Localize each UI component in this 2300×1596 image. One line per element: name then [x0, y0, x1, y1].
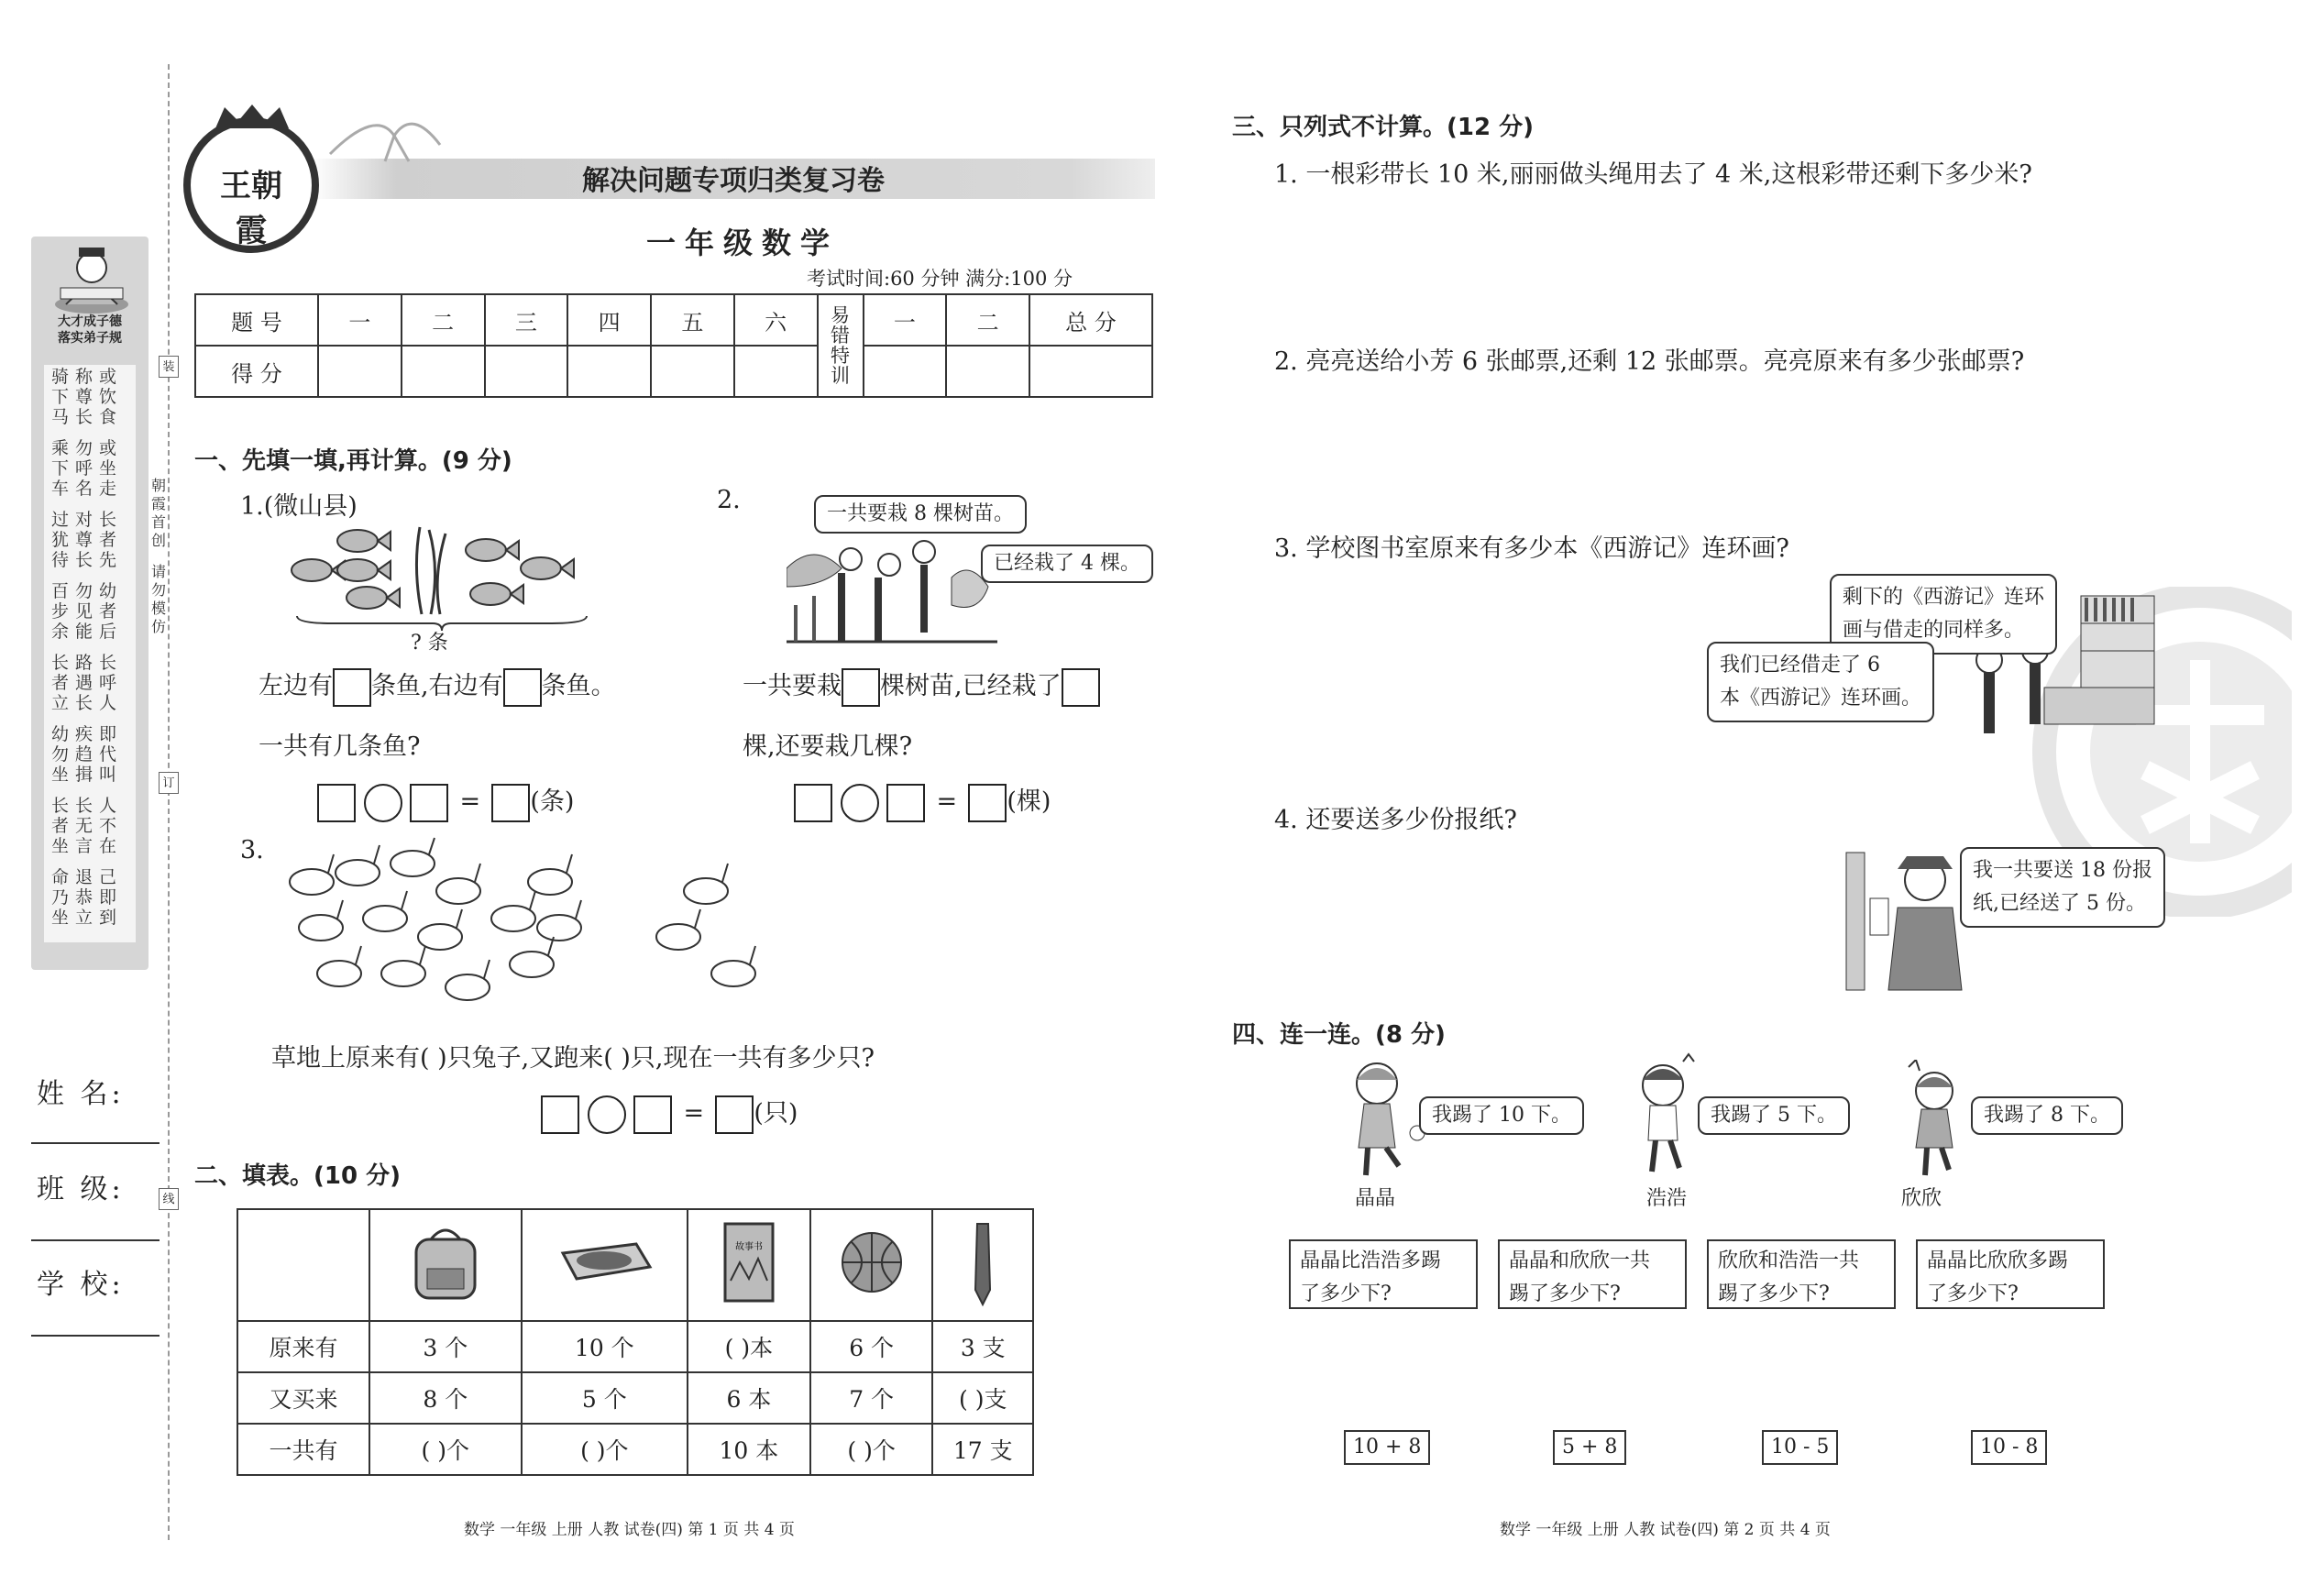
q2-bubble-2: 已经栽了 4 棵。 — [981, 545, 1153, 583]
rule-column: 骑下马 — [51, 367, 70, 427]
answer-box[interactable] — [491, 784, 530, 822]
q3-equation — [541, 1093, 798, 1134]
kid-name-1: 晶晶 — [1355, 1187, 1396, 1210]
score-cell[interactable] — [864, 346, 947, 397]
rule-column: 退恭立 — [75, 867, 94, 928]
q2-line1 — [743, 666, 1100, 707]
match-expression-1[interactable]: 10 + 8 — [1344, 1430, 1430, 1465]
fish-illustration — [284, 523, 596, 623]
table-cell: 10 个 — [522, 1321, 688, 1372]
score-cell[interactable] — [651, 346, 734, 397]
match-q-line: 踢了多少下? — [1718, 1282, 1830, 1305]
total-label: 总 分 — [1029, 294, 1152, 346]
answer-box[interactable] — [317, 784, 356, 822]
motto-line-1: 大才成子德 — [58, 314, 122, 329]
table-cell: 5 个 — [522, 1372, 688, 1424]
bubble-line: 我一共要送 18 份报 — [1973, 859, 2152, 882]
rule-column: 乘下车 — [51, 438, 70, 499]
table-cell: 3 个 — [369, 1321, 522, 1372]
section2-title: 二、填表。(10 分) — [194, 1162, 401, 1190]
q2-number: 2. — [717, 486, 741, 514]
section1-title: 一、先填一填,再计算。(9 分) — [194, 447, 512, 475]
match-q-line: 欣欣和浩浩一共 — [1718, 1249, 1860, 1272]
kid-speech-3: 我踢了 8 下。 — [1971, 1096, 2123, 1135]
tree-planting-illustration — [787, 532, 997, 651]
q3-unit: (只) — [754, 1099, 798, 1128]
equals-sign: = — [936, 787, 958, 816]
page-title: 解决问题专项归类复习卷 — [582, 165, 885, 197]
rule-column: 对尊长 — [75, 510, 94, 570]
rule-column: 称尊长 — [75, 367, 94, 427]
vertical-note-1: 朝霞首创 — [150, 477, 166, 549]
class-label: 班 级: — [37, 1173, 125, 1205]
score-cell[interactable] — [734, 346, 818, 397]
special-col-1: 一 — [864, 294, 947, 346]
ribbon-bow-icon — [321, 108, 449, 163]
kid-jingjing-illustration — [1344, 1056, 1426, 1179]
match-expression-4[interactable]: 10 - 8 — [1971, 1430, 2047, 1465]
q1-unit: (条) — [530, 787, 575, 816]
name-label: 姓 名: — [37, 1078, 125, 1110]
score-table — [194, 293, 1153, 398]
s3-q4-bubble — [1960, 847, 2165, 928]
bubble-line: 纸,已经送了 5 份。 — [1973, 892, 2146, 915]
kid-speech-2: 我踢了 5 下。 — [1698, 1096, 1850, 1135]
match-q-line: 晶晶比浩浩多踢 — [1300, 1249, 1442, 1272]
table-row — [237, 1321, 1033, 1372]
match-q-line: 晶晶比欣欣多踢 — [1927, 1249, 2069, 1272]
special-col-2: 二 — [946, 294, 1029, 346]
corner-cell — [237, 1209, 369, 1321]
s3-q3-bubble-2 — [1707, 642, 1934, 722]
rule-column: 即代叫 — [99, 724, 117, 785]
rule-column: 长呼人 — [99, 653, 117, 713]
table-row — [237, 1424, 1033, 1475]
table-cell[interactable]: ( )支 — [932, 1372, 1033, 1424]
rule-column: 人不在 — [99, 796, 117, 856]
s3-q1: 1. 一根彩带长 10 米,丽丽做头绳用去了 4 米,这根彩带还剩下多少米? — [1274, 160, 2032, 189]
score-cell[interactable] — [485, 346, 568, 397]
match-question-2[interactable] — [1498, 1239, 1687, 1309]
q3-number: 3. — [240, 836, 264, 864]
school-label: 学 校: — [37, 1269, 125, 1301]
book-cell — [688, 1209, 810, 1321]
table-cell[interactable]: ( )个 — [522, 1424, 688, 1475]
exam-info: 考试时间:60 分钟 满分:100 分 — [807, 268, 1073, 290]
table-cell: 8 个 — [369, 1372, 522, 1424]
bubble-line: 本《西游记》连环画。 — [1720, 687, 1922, 710]
logo-text: 王朝霞 — [220, 168, 282, 249]
score-cell[interactable] — [318, 346, 402, 397]
rule-column: 命乃坐 — [51, 867, 70, 928]
rule-column: 长者先 — [99, 510, 117, 570]
rule-column: 路遇长 — [75, 653, 94, 713]
answer-box[interactable] — [333, 668, 371, 707]
page-subtitle: 一年级数学 — [645, 226, 839, 260]
footer-right: 数学 一年级 上册 人教 试卷(四) 第 2 页 共 4 页 — [1500, 1521, 1831, 1539]
q2-equation — [794, 781, 1051, 822]
match-q-line: 晶晶和欣欣一共 — [1509, 1249, 1651, 1272]
table-cell: 10 本 — [688, 1424, 810, 1475]
ball-cell — [810, 1209, 933, 1321]
table-cell[interactable]: ( )个 — [369, 1424, 522, 1475]
row-label: 又买来 — [237, 1372, 369, 1424]
cut-mark-2: 订 — [159, 772, 179, 794]
rule-column: 过犹待 — [51, 510, 70, 570]
rule-column: 幼者后 — [99, 581, 117, 642]
answer-box[interactable] — [541, 1095, 579, 1134]
q1-text-c: 条鱼。 — [541, 672, 616, 700]
section4-title: 四、连一连。(8 分) — [1232, 1021, 1446, 1049]
q1-line2: 一共有几条鱼? — [259, 732, 421, 761]
rule-column: 幼勿坐 — [51, 724, 70, 785]
table-cell: 3 支 — [932, 1321, 1033, 1372]
rule-column: 百步余 — [51, 581, 70, 642]
pencil-case-cell — [522, 1209, 688, 1321]
kid-speech-1: 我踢了 10 下。 — [1419, 1096, 1584, 1135]
rule-column: 勿呼名 — [75, 438, 94, 499]
motto-line-2: 落实弟子规 — [58, 331, 122, 346]
q1-line1 — [259, 666, 616, 707]
bubble-line: 剩下的《西游记》连环 — [1843, 586, 2045, 609]
match-q-line: 了多少下? — [1300, 1282, 1392, 1305]
table-cell: 17 支 — [932, 1424, 1033, 1475]
q3-line: 草地上原来有( )只兔子,又跑来( )只,现在一共有多少只? — [271, 1044, 875, 1073]
backpack-icon — [400, 1221, 491, 1304]
special-training-label — [818, 294, 864, 397]
score-col-2: 二 — [402, 294, 485, 346]
match-question-3[interactable] — [1707, 1239, 1896, 1309]
cut-mark-1: 装 — [159, 356, 179, 378]
q1-text-b: 条鱼,右边有 — [371, 672, 503, 700]
table-cell[interactable]: ( )个 — [810, 1424, 933, 1475]
answer-box[interactable] — [886, 784, 925, 822]
q2-line2: 棵,还要栽几棵? — [743, 732, 913, 761]
score-col-4: 四 — [567, 294, 651, 346]
q1-text-a: 左边有 — [259, 672, 333, 700]
cut-mark-3: 线 — [159, 1188, 179, 1210]
backpack-cell — [369, 1209, 522, 1321]
match-question-4[interactable] — [1916, 1239, 2105, 1309]
row-label: 原来有 — [237, 1321, 369, 1372]
name-line[interactable] — [31, 1142, 160, 1144]
table-cell: 6 本 — [688, 1372, 810, 1424]
match-q-line: 了多少下? — [1927, 1282, 2019, 1305]
q2-unit: (棵) — [1007, 787, 1051, 816]
answer-box[interactable] — [503, 668, 542, 707]
table-cell[interactable]: ( )本 — [688, 1321, 810, 1372]
s3-q3: 3. 学校图书室原来有多少本《西游记》连环画? — [1274, 534, 1789, 563]
fill-table — [237, 1208, 1034, 1476]
q2-text-a: 一共要栽 — [743, 672, 842, 700]
answer-box[interactable] — [715, 1095, 754, 1134]
match-expression-3[interactable]: 10 - 5 — [1762, 1430, 1838, 1465]
pen-cell — [932, 1209, 1033, 1321]
rule-column: 疾趋揖 — [75, 724, 94, 785]
answer-box[interactable] — [842, 668, 880, 707]
row-label: 一共有 — [237, 1424, 369, 1475]
crown-icon — [211, 103, 293, 130]
match-expression-2[interactable]: 5 + 8 — [1553, 1430, 1626, 1465]
scholar-illustration — [48, 240, 136, 315]
score-cell[interactable] — [402, 346, 485, 397]
pencil-case-icon — [554, 1226, 655, 1299]
storybook-icon — [712, 1216, 786, 1308]
brace-label: ? 条 — [411, 632, 448, 655]
rule-column: 长者坐 — [51, 796, 70, 856]
kid-name-3: 欣欣 — [1901, 1187, 1942, 1210]
q2-text-b: 棵树苗,已经栽了 — [880, 672, 1062, 700]
q1-header — [240, 486, 358, 522]
score-cell[interactable] — [567, 346, 651, 397]
special-training-text: 易 错 特 训 — [831, 304, 850, 387]
score-col-6: 六 — [734, 294, 818, 346]
rabbits-illustration — [275, 836, 788, 1019]
q2-bubble-1: 一共要栽 8 棵树苗。 — [814, 495, 1027, 534]
school-line[interactable] — [31, 1335, 160, 1337]
score-cell[interactable] — [946, 346, 1029, 397]
rule-column: 或坐走 — [99, 438, 117, 499]
pen-icon — [955, 1216, 1010, 1308]
score-row1-label: 题 号 — [195, 294, 318, 346]
score-cell[interactable] — [1029, 346, 1152, 397]
answer-box[interactable] — [968, 784, 1007, 822]
equals-sign: = — [459, 787, 481, 816]
rule-column: 或饮食 — [99, 367, 117, 427]
answer-box[interactable] — [794, 784, 832, 822]
answer-box[interactable] — [410, 784, 448, 822]
rule-column: 长者立 — [51, 653, 70, 713]
bubble-line: 画与借走的同样多。 — [1843, 619, 2025, 642]
q1-equation — [317, 781, 574, 822]
book-title: 故事书 — [734, 1242, 763, 1252]
kid-haohao-illustration — [1628, 1052, 1701, 1177]
table-cell: 7 个 — [810, 1372, 933, 1424]
score-col-5: 五 — [651, 294, 734, 346]
q1-number: 1. — [240, 492, 264, 521]
operator-circle[interactable] — [841, 784, 879, 822]
sidebar-motto — [33, 314, 147, 347]
answer-box[interactable] — [633, 1095, 672, 1134]
answer-box[interactable] — [1062, 668, 1100, 707]
score-col-3: 三 — [485, 294, 568, 346]
s3-q2: 2. 亮亮送给小芳 6 张邮票,还剩 12 张邮票。亮亮原来有多少张邮票? — [1274, 347, 2025, 376]
s3-q4: 4. 还要送多少份报纸? — [1274, 806, 1517, 834]
operator-circle[interactable] — [588, 1095, 626, 1134]
class-line[interactable] — [31, 1239, 160, 1241]
section3-title: 三、只列式不计算。(12 分) — [1232, 114, 1534, 141]
operator-circle[interactable] — [364, 784, 402, 822]
table-cell: 6 个 — [810, 1321, 933, 1372]
match-question-1[interactable] — [1289, 1239, 1478, 1309]
bubble-line: 我们已经借走了 6 — [1720, 654, 1880, 677]
binding-dashed-line — [168, 64, 170, 1540]
kid-name-2: 浩浩 — [1646, 1187, 1688, 1210]
q1-source: (微山县) — [263, 492, 358, 521]
kid-xinxin-illustration — [1898, 1060, 1971, 1179]
match-q-line: 踢了多少下? — [1509, 1282, 1621, 1305]
footer-left: 数学 一年级 上册 人教 试卷(四) 第 1 页 共 4 页 — [464, 1521, 795, 1539]
basketball-icon — [835, 1226, 908, 1299]
vertical-note-2: 请勿模仿 — [150, 563, 166, 635]
score-col-1: 一 — [318, 294, 402, 346]
rule-column: 己即到 — [99, 867, 117, 928]
score-row2-label: 得 分 — [195, 346, 318, 397]
equals-sign: = — [683, 1099, 705, 1128]
rule-column: 勿见能 — [75, 581, 94, 642]
table-row — [237, 1372, 1033, 1424]
rule-column: 长无言 — [75, 796, 94, 856]
